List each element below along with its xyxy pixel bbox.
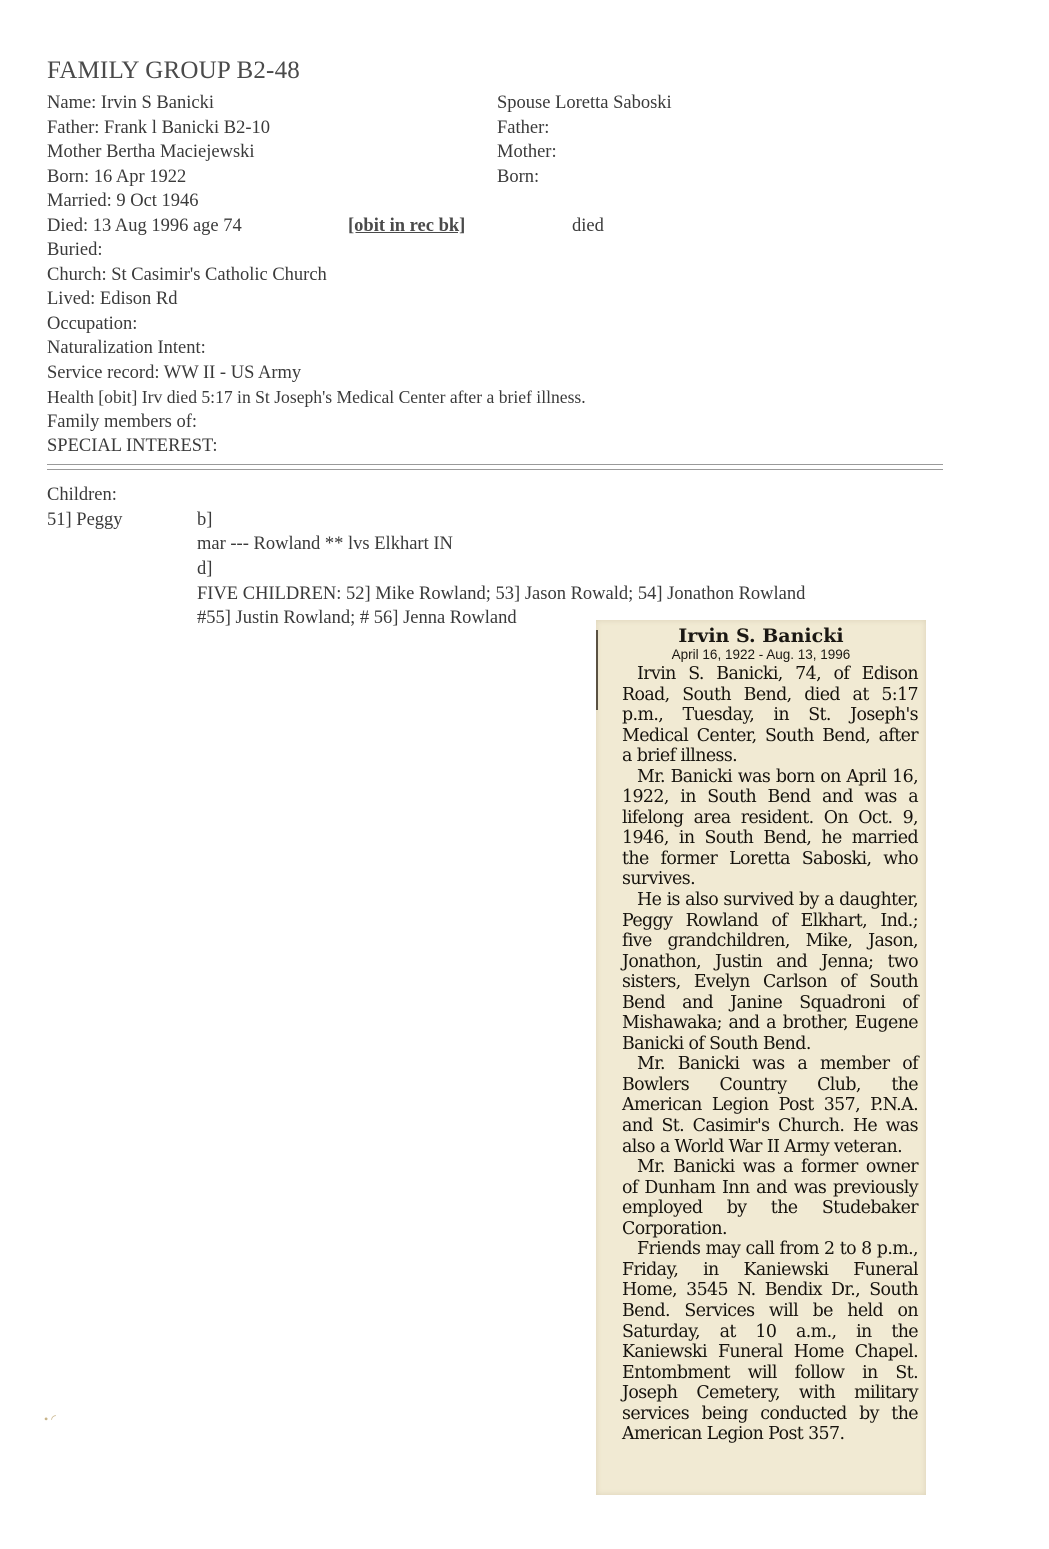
obituary-dates: April 16, 1922 - Aug. 13, 1996	[671, 647, 851, 662]
person-died: Died: 13 Aug 1996 age 74	[47, 216, 242, 236]
person-service-record: Service record: WW II - US Army	[47, 363, 302, 383]
obituary-body	[622, 664, 918, 1445]
spouse-name: Spouse Loretta Saboski	[497, 93, 672, 113]
person-church: Church: St Casimir's Catholic Church	[47, 265, 327, 285]
person-married: Married: 9 Oct 1946	[47, 191, 199, 211]
obituary-paragraph: Mr. Banicki was a former owner of Dunham Inn and was previously employed by the Studebaker Corporation.	[622, 1157, 918, 1239]
child-died: d]	[197, 559, 213, 579]
spouse-mother: Mother:	[497, 142, 557, 162]
person-family-members: Family members of:	[47, 412, 198, 432]
child-born: b]	[197, 510, 213, 530]
spouse-died: died	[572, 216, 604, 236]
grandchildren-line-2: #55] Justin Rowland; # 56] Jenna Rowland	[197, 608, 517, 628]
person-occupation: Occupation:	[47, 314, 138, 334]
obituary-paragraph: Mr. Banicki was born on April 16, 1922, in South Bend and was a lifelong area resident. On Oct. 9, 1946, in South Bend, he married the former Loretta Saboski, who survives.	[622, 766, 918, 890]
child-number-name: 51] Peggy	[47, 510, 123, 530]
person-buried: Buried:	[47, 240, 103, 260]
person-mother: Mother Bertha Maciejewski	[47, 142, 255, 162]
person-health: Health [obit] Irv died 5:17 in St Joseph's Medical Center after a brief illness.	[47, 387, 586, 407]
obituary-paragraph: Mr. Banicki was a member of Bowlers Country Club, the American Legion Post 357, P.N.A. and St. Casimir's Church. He was also a World War II Army veteran.	[622, 1054, 918, 1157]
section-divider	[47, 464, 943, 470]
obituary-paragraph: Friends may call from 2 to 8 p.m., Friday, in Kaniewski Funeral Home, 3545 N. Bendix Dr., South Bend. Services will be held on Saturday, at 10 a.m., in the Kaniewski Funeral Home Chapel. Entombment will follow in St. Joseph Cemetery, with military services being conducted by the American Legion Post 357.	[622, 1239, 918, 1445]
spouse-born: Born:	[497, 167, 540, 187]
person-name: Name: Irvin S Banicki	[47, 93, 214, 113]
paper-speck: • ◜	[44, 1412, 56, 1426]
obituary-clipping	[596, 620, 926, 1495]
grandchildren-line-1: FIVE CHILDREN: 52] Mike Rowland; 53] Jason Rowald; 54] Jonathon Rowland	[197, 584, 806, 604]
person-father: Father: Frank l Banicki B2-10	[47, 118, 270, 138]
children-heading: Children:	[47, 485, 117, 505]
obituary-paragraph: Irvin S. Banicki, 74, of Edison Road, South Bend, died at 5:17 p.m., Tuesday, in St. Joseph's Medical Center, South Bend, after a brief illness.	[622, 664, 918, 767]
child-married: mar --- Rowland ** lvs Elkhart IN	[197, 534, 453, 554]
person-naturalization: Naturalization Intent:	[47, 338, 206, 358]
obituary-headline: Irvin S. Banicki	[678, 625, 844, 647]
page-title: FAMILY GROUP B2-48	[47, 57, 300, 84]
spouse-father: Father:	[497, 118, 550, 138]
obit-record-link[interactable]: [obit in rec bk]	[348, 216, 466, 236]
person-lived: Lived: Edison Rd	[47, 289, 178, 309]
obituary-paragraph: He is also survived by a daughter, Peggy Rowland of Elkhart, Ind.; five grandchildren, Mike, Jason, Jonathon, Justin and Jenna; two sisters, Evelyn Carlson of South Bend and Janine Squadroni of Mishawaka; and a brother, Eugene Banicki of South Bend.	[622, 890, 918, 1054]
person-born: Born: 16 Apr 1922	[47, 167, 187, 187]
person-special-interest: SPECIAL INTEREST:	[47, 436, 218, 456]
